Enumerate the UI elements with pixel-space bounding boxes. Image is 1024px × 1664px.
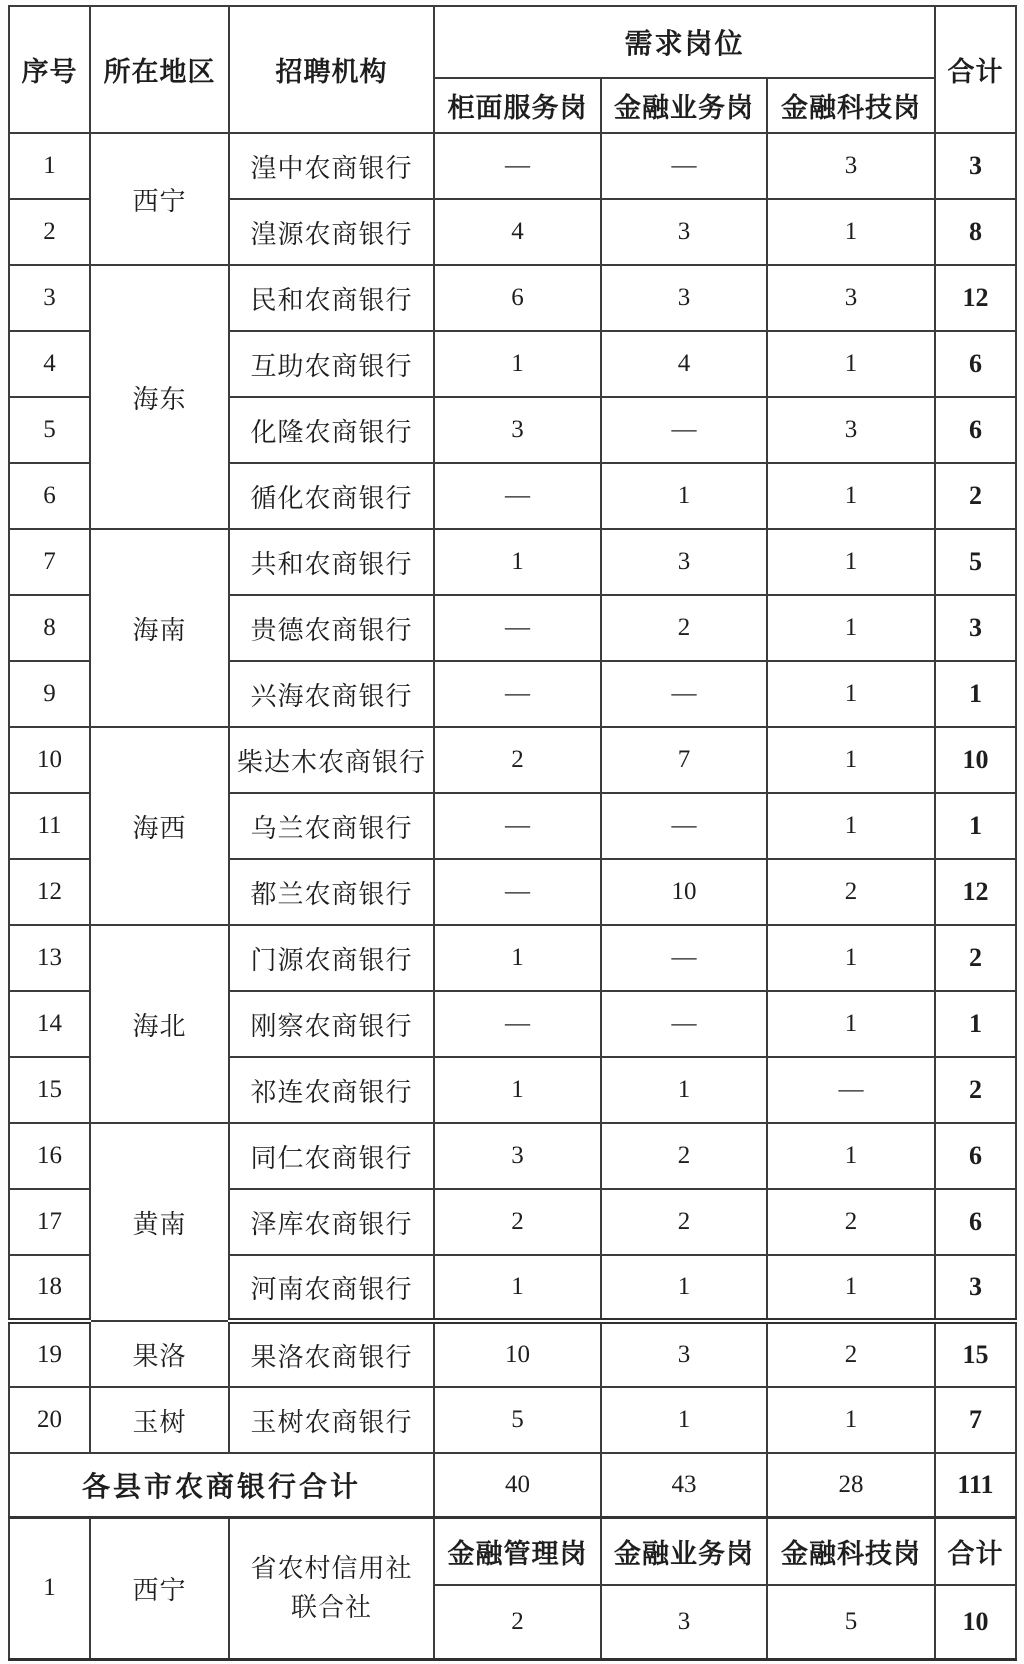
tech-cell: 1: [767, 1387, 935, 1453]
total-cell: 5: [935, 529, 1016, 595]
summary-row: [9, 1453, 1016, 1517]
total-cell: 2: [935, 925, 1016, 991]
total-cell: 6: [935, 331, 1016, 397]
union-header-tech: 金融科技岗: [767, 1517, 935, 1585]
org-cell: 泽库农商银行: [229, 1189, 434, 1255]
seq-cell: 14: [9, 991, 90, 1057]
org-cell: 门源农商银行: [229, 925, 434, 991]
tech-cell: 1: [767, 1255, 935, 1321]
org-cell: 湟中农商银行: [229, 133, 434, 199]
counter-cell: —: [434, 595, 601, 661]
tech-cell: 2: [767, 859, 935, 925]
total-cell: 2: [935, 463, 1016, 529]
tech-cell: 2: [767, 1321, 935, 1387]
union-tech-cell: 5: [767, 1585, 935, 1659]
summary-label-cell: 各县市农商银行合计: [9, 1453, 434, 1517]
counter-cell: —: [434, 661, 601, 727]
region-cell: 玉树: [90, 1387, 229, 1453]
business-cell: —: [601, 661, 767, 727]
tech-cell: 2: [767, 1189, 935, 1255]
tech-cell: 1: [767, 1123, 935, 1189]
union-org-cell: [229, 1517, 434, 1659]
table-row: [9, 925, 1016, 991]
org-cell: 循化农商银行: [229, 463, 434, 529]
tech-cell: 1: [767, 529, 935, 595]
tech-cell: 1: [767, 661, 935, 727]
business-cell: 1: [601, 1387, 767, 1453]
seq-cell: 5: [9, 397, 90, 463]
summary-total-cell: 111: [935, 1453, 1016, 1517]
org-cell: 化隆农商银行: [229, 397, 434, 463]
total-cell: 10: [935, 727, 1016, 793]
business-cell: 1: [601, 1057, 767, 1123]
seq-cell: 4: [9, 331, 90, 397]
counter-cell: 10: [434, 1321, 601, 1387]
seq-cell: 1: [9, 133, 90, 199]
business-cell: 2: [601, 595, 767, 661]
org-cell: 贵德农商银行: [229, 595, 434, 661]
region-cell: 西宁: [90, 133, 229, 265]
org-cell: 果洛农商银行: [229, 1321, 434, 1387]
region-cell: 果洛: [90, 1321, 229, 1387]
tech-cell: 3: [767, 265, 935, 331]
recruitment-table: [8, 5, 1017, 1661]
total-cell: 3: [935, 595, 1016, 661]
org-cell: 湟源农商银行: [229, 199, 434, 265]
region-cell: 黄南: [90, 1123, 229, 1321]
union-region-cell: 西宁: [90, 1517, 229, 1659]
counter-cell: 6: [434, 265, 601, 331]
business-cell: 2: [601, 1123, 767, 1189]
business-cell: —: [601, 793, 767, 859]
table-row: [9, 529, 1016, 595]
total-cell: 8: [935, 199, 1016, 265]
total-cell: 6: [935, 1189, 1016, 1255]
header-seq: 序号: [9, 6, 90, 133]
counter-cell: —: [434, 133, 601, 199]
total-cell: 6: [935, 397, 1016, 463]
header-org: 招聘机构: [229, 6, 434, 133]
summary-counter-cell: 40: [434, 1453, 601, 1517]
business-cell: 3: [601, 529, 767, 595]
counter-cell: 2: [434, 1189, 601, 1255]
counter-cell: —: [434, 859, 601, 925]
counter-cell: 3: [434, 397, 601, 463]
business-cell: —: [601, 133, 767, 199]
union-org-line2: 联合社: [290, 1593, 372, 1622]
tech-cell: 1: [767, 991, 935, 1057]
total-cell: 12: [935, 859, 1016, 925]
total-cell: 12: [935, 265, 1016, 331]
business-cell: 10: [601, 859, 767, 925]
org-cell: 祁连农商银行: [229, 1057, 434, 1123]
tech-cell: 1: [767, 925, 935, 991]
seq-cell: 15: [9, 1057, 90, 1123]
counter-cell: 1: [434, 1057, 601, 1123]
seq-cell: 20: [9, 1387, 90, 1453]
header-row-top: [9, 6, 1016, 78]
org-cell: 兴海农商银行: [229, 661, 434, 727]
org-cell: 民和农商银行: [229, 265, 434, 331]
region-cell: 海东: [90, 265, 229, 529]
tech-cell: 1: [767, 727, 935, 793]
seq-cell: 11: [9, 793, 90, 859]
business-cell: —: [601, 991, 767, 1057]
counter-cell: 1: [434, 529, 601, 595]
counter-cell: 2: [434, 727, 601, 793]
seq-cell: 16: [9, 1123, 90, 1189]
business-cell: —: [601, 925, 767, 991]
region-cell: 海南: [90, 529, 229, 727]
counter-cell: —: [434, 991, 601, 1057]
tech-cell: 1: [767, 199, 935, 265]
seq-cell: 3: [9, 265, 90, 331]
region-cell: 海北: [90, 925, 229, 1123]
header-sub-business: 金融业务岗: [601, 78, 767, 133]
counter-cell: —: [434, 793, 601, 859]
union-business-cell: 3: [601, 1585, 767, 1659]
header-demand: 需求岗位: [434, 6, 935, 78]
header-sub-counter: 柜面服务岗: [434, 78, 601, 133]
business-cell: 1: [601, 1255, 767, 1321]
total-cell: 3: [935, 133, 1016, 199]
header-total: 合计: [935, 6, 1016, 133]
total-cell: 1: [935, 661, 1016, 727]
union-header-row: [9, 1517, 1016, 1585]
tech-cell: 1: [767, 463, 935, 529]
total-cell: 2: [935, 1057, 1016, 1123]
org-cell: 共和农商银行: [229, 529, 434, 595]
business-cell: —: [601, 397, 767, 463]
org-cell: 同仁农商银行: [229, 1123, 434, 1189]
union-header-business: 金融业务岗: [601, 1517, 767, 1585]
tech-cell: —: [767, 1057, 935, 1123]
org-cell: 互助农商银行: [229, 331, 434, 397]
table-row: [9, 1321, 1016, 1387]
org-cell: 乌兰农商银行: [229, 793, 434, 859]
counter-cell: 3: [434, 1123, 601, 1189]
business-cell: 3: [601, 265, 767, 331]
seq-cell: 8: [9, 595, 90, 661]
tech-cell: 3: [767, 133, 935, 199]
business-cell: 3: [601, 199, 767, 265]
org-cell: 玉树农商银行: [229, 1387, 434, 1453]
tech-cell: 1: [767, 595, 935, 661]
total-cell: 3: [935, 1255, 1016, 1321]
seq-cell: 2: [9, 199, 90, 265]
seq-cell: 6: [9, 463, 90, 529]
tech-cell: 1: [767, 331, 935, 397]
table-row: [9, 1387, 1016, 1453]
counter-cell: 4: [434, 199, 601, 265]
business-cell: 7: [601, 727, 767, 793]
table-row: [9, 727, 1016, 793]
tech-cell: 3: [767, 397, 935, 463]
counter-cell: 1: [434, 331, 601, 397]
total-cell: 1: [935, 991, 1016, 1057]
seq-cell: 17: [9, 1189, 90, 1255]
summary-business-cell: 43: [601, 1453, 767, 1517]
table-row: [9, 133, 1016, 199]
seq-cell: 9: [9, 661, 90, 727]
union-seq-cell: 1: [9, 1517, 90, 1659]
seq-cell: 10: [9, 727, 90, 793]
total-cell: 7: [935, 1387, 1016, 1453]
org-cell: 都兰农商银行: [229, 859, 434, 925]
tech-cell: 1: [767, 793, 935, 859]
total-cell: 1: [935, 793, 1016, 859]
union-total-cell: 10: [935, 1585, 1016, 1659]
counter-cell: 5: [434, 1387, 601, 1453]
total-cell: 6: [935, 1123, 1016, 1189]
org-cell: 刚察农商银行: [229, 991, 434, 1057]
header-sub-tech: 金融科技岗: [767, 78, 935, 133]
seq-cell: 7: [9, 529, 90, 595]
union-org-line1: 省农村信用社: [250, 1554, 413, 1583]
union-mgmt-cell: 2: [434, 1585, 601, 1659]
counter-cell: —: [434, 463, 601, 529]
summary-tech-cell: 28: [767, 1453, 935, 1517]
table-row: [9, 1123, 1016, 1189]
counter-cell: 1: [434, 925, 601, 991]
seq-cell: 12: [9, 859, 90, 925]
union-header-total: 合计: [935, 1517, 1016, 1585]
business-cell: 4: [601, 331, 767, 397]
business-cell: 1: [601, 463, 767, 529]
org-cell: 河南农商银行: [229, 1255, 434, 1321]
union-header-mgmt: 金融管理岗: [434, 1517, 601, 1585]
region-cell: 海西: [90, 727, 229, 925]
header-region: 所在地区: [90, 6, 229, 133]
counter-cell: 1: [434, 1255, 601, 1321]
seq-cell: 13: [9, 925, 90, 991]
seq-cell: 18: [9, 1255, 90, 1321]
business-cell: 2: [601, 1189, 767, 1255]
org-cell: 柴达木农商银行: [229, 727, 434, 793]
seq-cell: 19: [9, 1321, 90, 1387]
business-cell: 3: [601, 1321, 767, 1387]
total-cell: 15: [935, 1321, 1016, 1387]
table-row: [9, 265, 1016, 331]
